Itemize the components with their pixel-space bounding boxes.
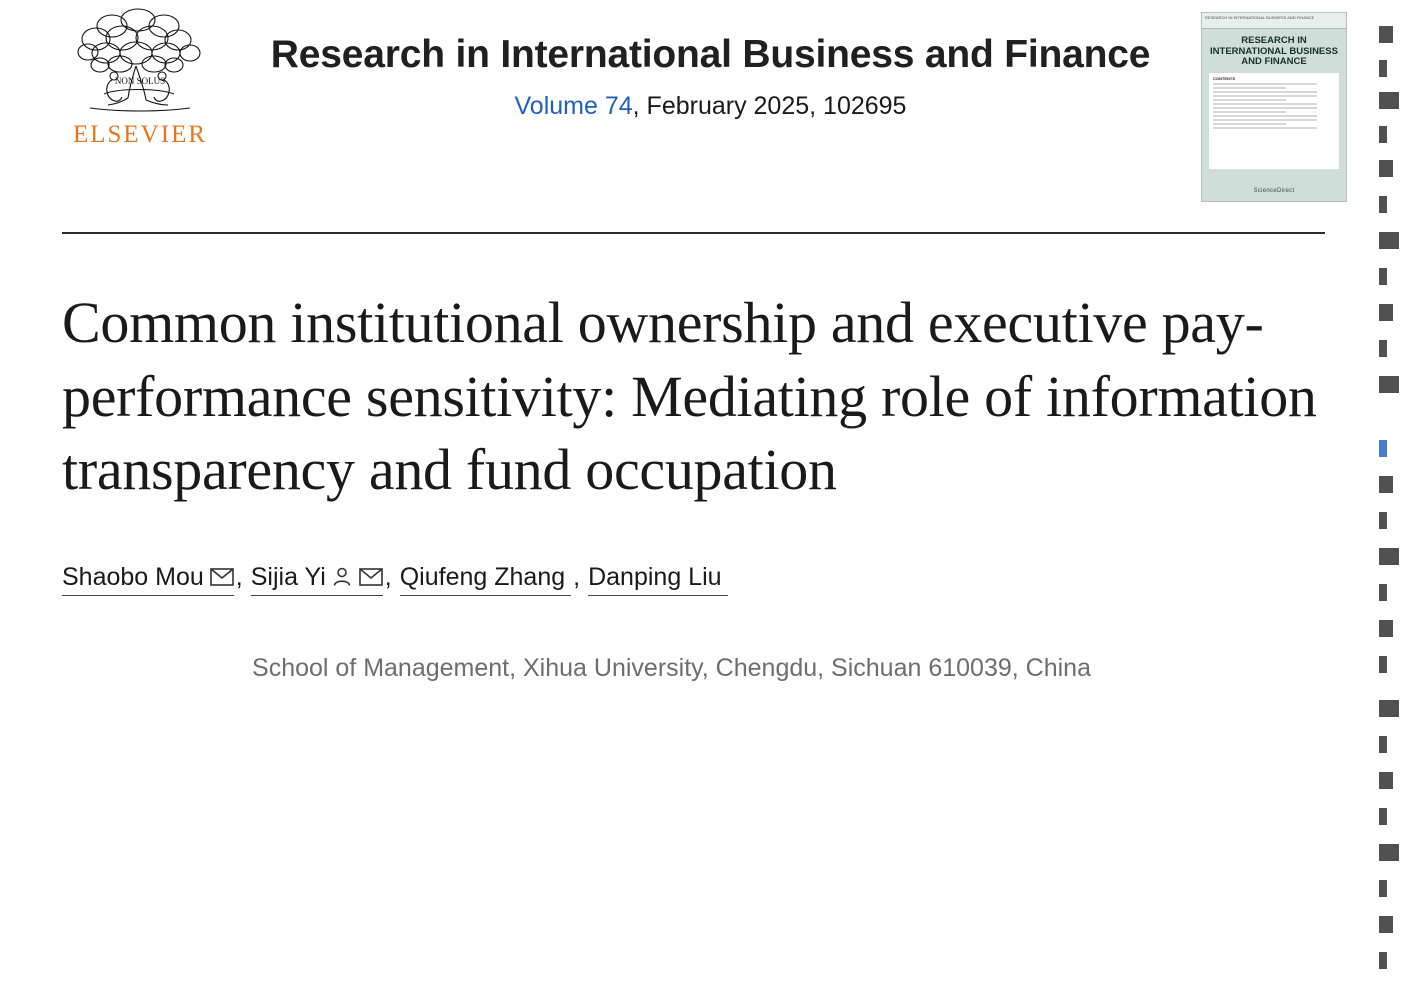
author-icons [210,568,234,586]
cover-title: RESEARCH IN INTERNATIONAL BUSINESS AND FINANCE [1210,35,1338,68]
volume-link[interactable]: Volume 74 [514,92,633,121]
elsevier-tree-icon [60,8,220,120]
author-name: Sijia Yi [250,562,326,591]
author-item[interactable] [400,563,571,596]
author-separator: , [573,563,581,592]
issue-date-text: , February 2025, 102695 [632,92,907,121]
cover-publisher-mark: ScienceDirect [1253,188,1295,194]
right-sidebar-clipped [1377,0,1403,989]
author-item[interactable] [588,563,727,596]
cover-contents-heading: CONTENTS [1213,75,1235,81]
elsevier-logo [40,8,240,149]
envelope-icon[interactable] [210,568,234,586]
journal-title: Research in International Business and Finance [270,33,1151,76]
author-icons [332,567,383,587]
journal-issue-line [250,92,1171,121]
article-block [0,234,1403,683]
journal-header [0,0,1403,232]
elsevier-wordmark: ELSEVIER [72,121,208,148]
author-separator: , [235,563,243,592]
cover-top-strip: RESEARCH IN INTERNATIONAL BUSINESS AND FINANCE [1202,13,1346,29]
author-name: Shaobo Mou [62,562,204,591]
journal-cover[interactable] [1201,12,1347,202]
person-icon[interactable] [332,567,352,587]
author-name: Qiufeng Zhang [399,562,566,591]
author-item[interactable] [251,563,383,596]
affiliation: School of Management, Xihua University, Chengdu, Sichuan 610039, China [252,653,1091,682]
journal-cover-image[interactable] [1201,12,1347,202]
author-separator: , [384,563,392,592]
cover-contents [1209,73,1339,169]
author-list [62,563,1403,596]
page-title: Common institutional ownership and executive pay-performance sensitivity: Mediating role of information transparency and fund occupation [62,290,1317,503]
author-item[interactable] [62,563,234,596]
elsevier-motto: NON SOLUS [114,76,166,86]
envelope-icon[interactable] [359,568,383,586]
journal-info [240,6,1201,121]
author-name: Danping Liu [588,562,722,591]
